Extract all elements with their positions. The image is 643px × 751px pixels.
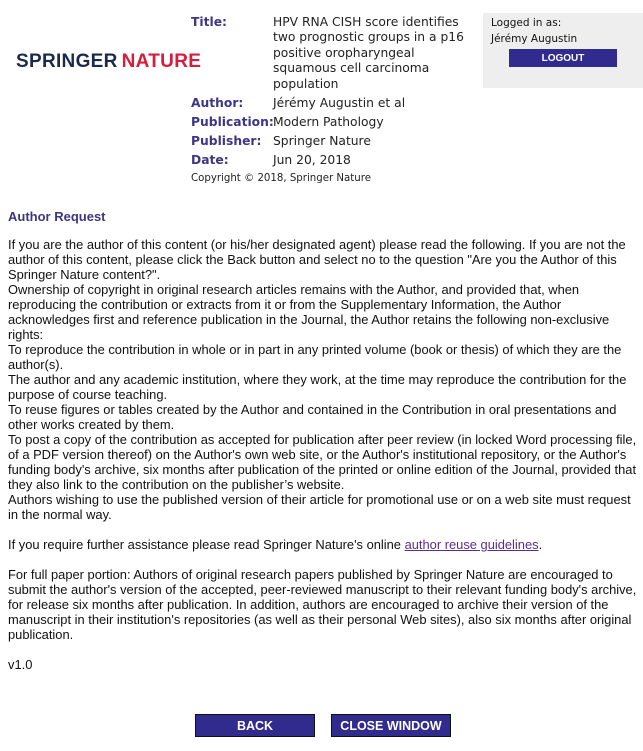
version-label: v1.0 bbox=[8, 657, 33, 672]
publisher-row bbox=[191, 134, 473, 149]
author-value: Jérémy Augustin et al bbox=[273, 95, 406, 110]
back-button[interactable]: BACK bbox=[195, 714, 315, 737]
author-reuse-guidelines-link[interactable]: author reuse guidelines bbox=[404, 537, 539, 552]
date-value: Jun 20, 2018 bbox=[273, 152, 351, 167]
author-row bbox=[191, 96, 473, 111]
logo-springer: SPRINGER bbox=[16, 51, 118, 72]
paragraph: Authors wishing to use the published version of their article for promotional use or on a web site must request in the normal way. bbox=[8, 492, 631, 522]
assistance-text: If you require further assistance please read Springer Nature's online bbox=[8, 537, 405, 552]
paragraph: To post a copy of the contribution as accepted for publication after peer review (in locked Word processing file, of a PDF version thereof) on the Author's own web site, or the Author's institutional repository, or the Author's funding body's archive, six months after publication of the printed or online edition of the Journal, provided that they also link to the contribution on the publisher’s website. bbox=[8, 432, 637, 492]
title-label: Title: bbox=[191, 15, 227, 29]
springer-nature-logo bbox=[16, 51, 201, 73]
user-name: Jérémy Augustin bbox=[491, 33, 578, 45]
publication-label: Publication: bbox=[191, 114, 274, 129]
assistance-paragraph bbox=[8, 537, 640, 552]
title-row bbox=[191, 15, 473, 92]
section-title: Author Request bbox=[8, 209, 106, 224]
logo-nature: NATURE bbox=[121, 51, 202, 72]
paragraph: The author and any academic institution, where they work, at the time may reproduce the contribution for the purpose of course teaching. bbox=[8, 372, 627, 402]
paragraph: To reuse figures or tables created by the Author and contained in the Contribution in oral presentations and other works created by them. bbox=[8, 402, 617, 432]
publication-value: Modern Pathology bbox=[273, 114, 384, 129]
assistance-suffix: . bbox=[538, 537, 543, 552]
date-row bbox=[191, 153, 473, 168]
logged-in-label: Logged in as: bbox=[491, 17, 562, 29]
author-label: Author: bbox=[191, 95, 244, 110]
title-value: HPV RNA CISH score identifies two prognostic groups in a p16 positive oropharyngeal squamous cell carcinoma population bbox=[273, 15, 464, 91]
paragraph: To reproduce the contribution in whole or in part in any printed volume (book or thesis) of which they are the author(s). bbox=[8, 342, 622, 372]
logout-button[interactable]: LOGOUT bbox=[509, 49, 617, 67]
date-label: Date: bbox=[191, 152, 229, 167]
close-window-button[interactable]: CLOSE WINDOW bbox=[331, 714, 451, 737]
paragraph: Ownership of copyright in original research articles remains with the Author, and provided that, when reproducing the contribution or extracts from it or from the Supplementary Information, the Author acknowledges first and reference publication in the Journal, the Author retains the following non-exclusive rights: bbox=[8, 282, 610, 342]
article-metadata bbox=[191, 15, 473, 186]
paragraph: If you are the author of this content (or his/her designated agent) please read the following. If you are not the author of this content, please click the Back button and select no to the question "Are you the Author of this Springer Nature content?". bbox=[8, 237, 626, 282]
full-paper-paragraph: For full paper portion: Authors of original research papers published by Springer Nature are encouraged to submit the author's version of the accepted, peer-reviewed manuscript to their relevant funding body's archive, for release six months after publication. In addition, authors are encouraged to archive their version of the manuscript in their institution's repositories (as well as their personal Web sites), also six months after original publication. bbox=[8, 567, 637, 642]
login-panel bbox=[483, 13, 643, 88]
author-request-body bbox=[8, 237, 640, 672]
publisher-label: Publisher: bbox=[191, 133, 262, 148]
publisher-value: Springer Nature bbox=[273, 133, 371, 148]
publication-row bbox=[191, 115, 473, 130]
copyright-notice: Copyright © 2018, Springer Nature bbox=[191, 173, 371, 185]
